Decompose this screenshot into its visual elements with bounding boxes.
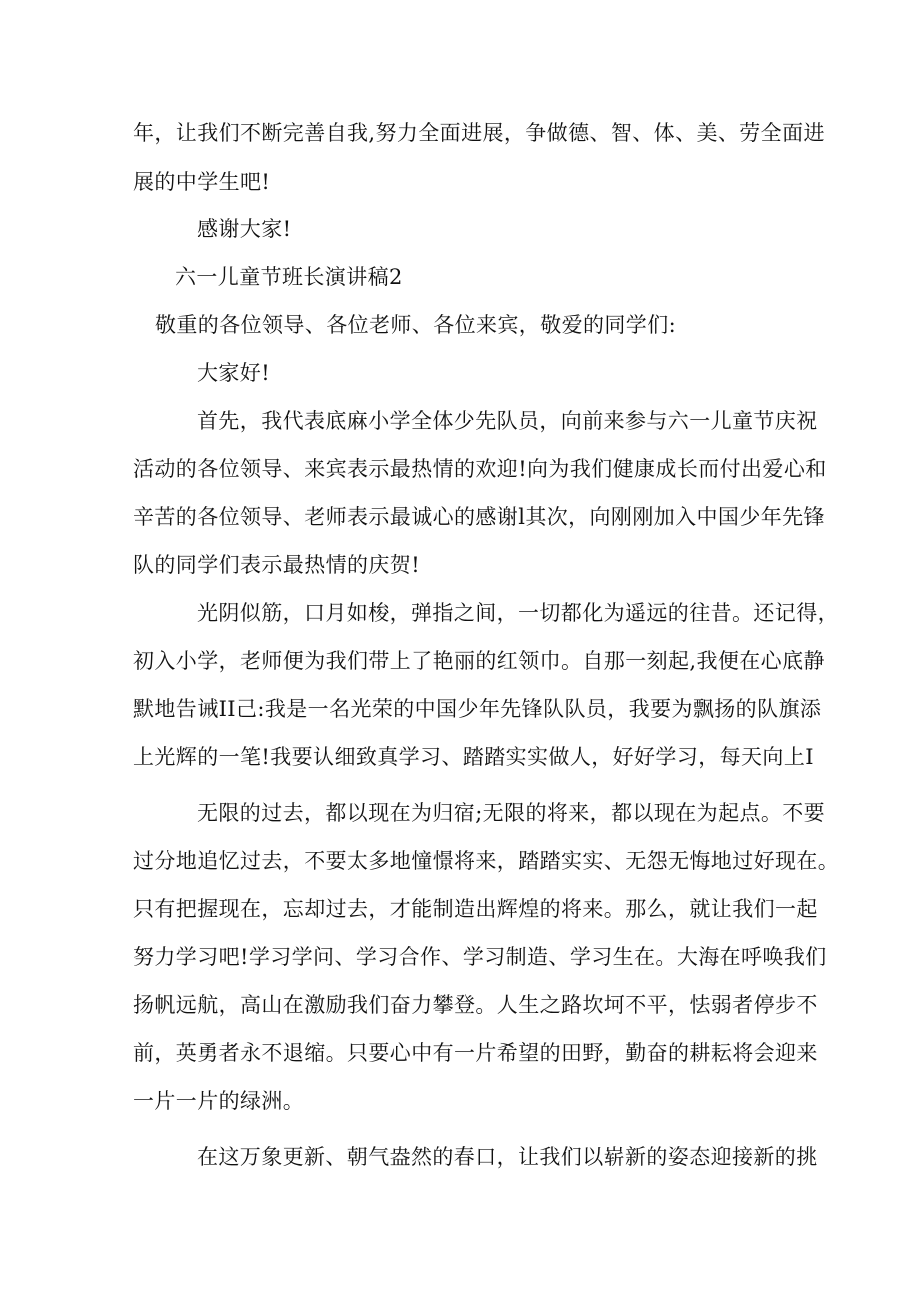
text-line: 初入小学，老师便为我们带上了艳丽的红领巾。自那一刻起,我便在心底静 [133,649,825,673]
text-line: 扬帆远航，高山在激励我们奋力攀登。人生之路坎坷不平，怯弱者停步不 [133,993,818,1017]
text-line: 一片一片的绿洲。 [133,1089,305,1113]
text-line: 辛苦的各位领导、老师表示最诚心的感谢l其次，向刚刚加入中国少年先锋 [133,505,825,529]
text-line: 年，让我们不断完善自我,努力全面进展，争做德、智、体、美、劳全面进 [133,121,825,145]
text-line: 光阴似筋，口月如梭，弹指之间，一切都化为遥远的往昔。还记得， [197,601,839,625]
salutation: 敬重的各位领导、各位老师、各位来宾，敬爱的同学们: [155,313,677,337]
text-line: 前，英勇者永不退缩。只要心中有一片希望的田野，勤奋的耕耘将会迎来 [133,1041,818,1065]
greeting: 大家好! [197,361,271,385]
text-line: 活动的各位领导、来宾表示最热情的欢迎!向为我们健康成长而付出爱心和 [133,457,827,481]
text-line: 首先，我代表底麻小学全体少先队员，向前来参与六一儿童节庆祝 [197,409,818,433]
text-line: 感谢大家! [197,217,292,241]
text-line: 展的中学生吧! [133,170,271,194]
text-line: 只有把握现在，忘却过去，才能制造出辉煌的将来。那么，就让我们一起 [133,897,818,921]
text-line: 无限的过去，都以现在为归宿;无限的将来，都以现在为起点。不要 [197,801,826,825]
text-line: 努力学习吧!学习学问、学习合作、学习制造、学习生在。大海在呼唤我们 [133,945,827,969]
section-title: 六一儿童节班长演讲稿2 [175,265,403,289]
text-line: 过分地追忆过去，不要太多地憧憬将来，踏踏实实、无怨无悔地过好现在。 [133,849,840,873]
text-line: 队的同学们表示最热情的庆贺! [133,553,421,577]
text-line: 在这万象更新、朝气盎然的春口，让我们以崭新的姿态迎接新的挑 [197,1145,818,1169]
text-line: 默地告诫II己:我是一名光荣的中国少年先锋队队员，我要为飘扬的队旗添 [133,697,822,721]
text-line: 上光辉的一笔!我要认细致真学习、踏踏实实做人，好好学习，每天向上I [133,745,814,769]
